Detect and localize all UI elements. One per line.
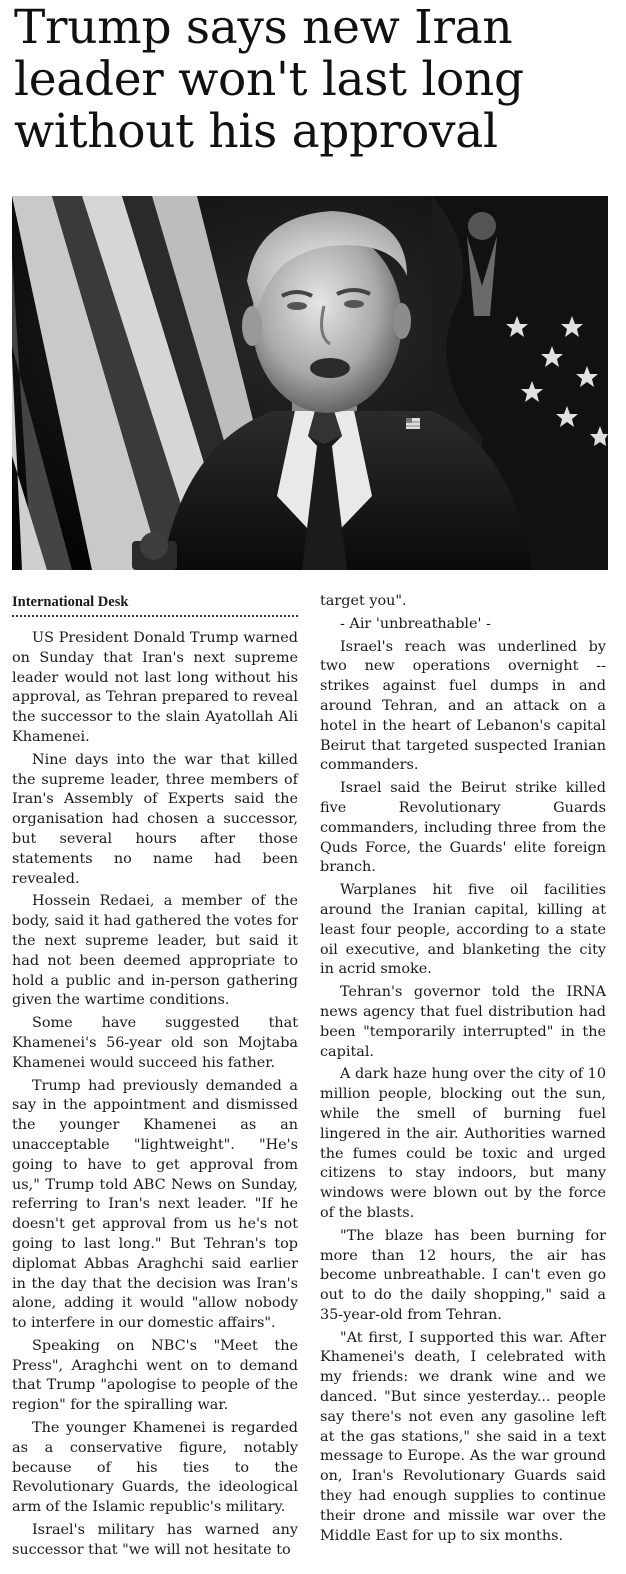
- column-left: [12, 592, 298, 1564]
- headline: Trump says new Iran leader won't last long without his approval: [14, 0, 524, 159]
- byline: International Desk: [12, 592, 298, 617]
- paragraph: Hossein Redaei, a member of the body, said it had gathered the votes for the next supreme leader, but said it had not been deemed appropriate to hold a public and in-person gathering given the wartime conditions.: [12, 893, 299, 1009]
- paragraph: The younger Khamenei is regarded as a conservative figure, notably because of his ties to the Revolutionary Guards, the ideological arm of the Islamic republic's military.: [12, 1420, 298, 1516]
- paragraph: Israel's reach was underlined by two new operations overnight -- strikes against fuel dumps in and around Tehran, and an attack on a hotel in the heart of Lebanon's capital Beirut that targeted suspected Iranian commanders.: [320, 638, 606, 774]
- lapel-flag-pin-icon: [406, 418, 420, 429]
- paragraph: Tehran's governor told the IRNA news agency that fuel distribution had been "temporarily interrupted" in the capital.: [320, 984, 606, 1060]
- paragraph: Israel's military has warned any successor that "we will not hesitate to: [12, 1522, 298, 1558]
- paragraph: Nine days into the war that killed the supreme leader, three members of Iran's Assembly of Experts said the organisation had chosen a successor, but several hours after those statements no name had been revealed.: [12, 751, 298, 887]
- paragraph: Some have suggested that Khamenei's 56-year old son Mojtaba Khamenei would succeed his father.: [12, 1015, 298, 1071]
- paragraph: US President Donald Trump warned on Sunday that Iran's next supreme leader would not last long without his approval, as Tehran prepared to reveal the successor to the slain Ayatollah Ali Khamenei.: [12, 630, 298, 745]
- paragraph: Speaking on NBC's "Meet the Press", Araghchi went on to demand that Trump "apologise to people of the region" for the spiralling war.: [12, 1337, 298, 1414]
- article-photo: [12, 196, 608, 570]
- paragraph: "The blaze has been burning for more than 12 hours, the air has become unbreathable. I can't even go out to do the daily shopping," said a 35-year-old from Tehran.: [320, 1227, 606, 1323]
- paragraph-continuation: target you".: [320, 593, 407, 609]
- trump-photo: [12, 196, 608, 570]
- column-right: [320, 592, 606, 1549]
- paragraph: "At first, I supported this war. After Khamenei's death, I celebrated with my friends: we drank wine and we danced. "But since yesterday... people say there's not even any gasoline left at the gas stations," she said in a text message to Europe. As the war ground on, Iran's Revolutionary Guards said they had enough supplies to continue their drone and missile war over the Middle East for up to six months.: [320, 1329, 606, 1544]
- subhead: - Air 'unbreathable' -: [340, 615, 491, 632]
- paragraph: Israel said the Beirut strike killed five Revolutionary Guards commanders, including three from the Quds Force, the Guards' elite foreign branch.: [320, 780, 606, 876]
- paragraph: Trump had previously demanded a say in the appointment and dismissed the younger Khamenei as an unacceptable "lightweight". "He's going to have to get approval from us," Trump told ABC News on Sunday, referring to Iran's next leader. "If he doesn't get approval from us he's not going to last long." But Tehran's top diplomat Abbas Araghchi said earlier in the day that the decision was Iran's alone, adding it would "allow nobody to interfere in our domestic affairs".: [12, 1077, 298, 1332]
- paragraph: A dark haze hung over the city of 10 million people, blocking out the sun, while the smell of burning fuel lingered in the air. Authorities warned the fumes could be toxic and urged citizens to stay indoors, but many windows were blown out by the force of the blasts.: [320, 1066, 606, 1221]
- paragraph: Warplanes hit five oil facilities around the Iranian capital, killing at least four people, according to a state oil executive, and blanketing the city in acrid smoke.: [320, 882, 606, 978]
